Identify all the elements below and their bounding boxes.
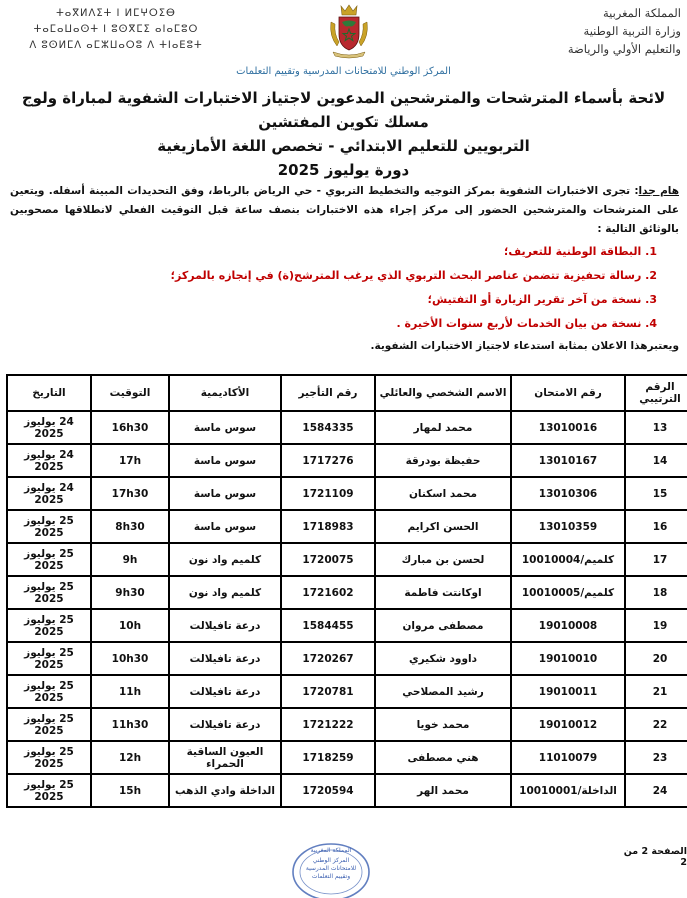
table-cell-time: 8h30 — [91, 510, 169, 543]
table-cell-name: هني مصطفى — [375, 741, 511, 774]
table-cell-exam: 19010010 — [511, 642, 625, 675]
table-cell-reg: 1721602 — [281, 576, 375, 609]
title-line: لائحة بأسماء المترشحات والمترشحين المدعوين لاجتياز الاختبارات الشفوية لمباراة ولوج مسلك تكوين المفتشين — [21, 89, 666, 131]
table-cell-date: 25 يوليوز 2025 — [7, 741, 91, 774]
table-cell-num: 15 — [625, 477, 687, 510]
ministry-line: ⴷ ⵓⵙⵍⵎⴷ ⴰⵎⵣⵡⴰⵔⵓ ⴷ ⵜⵏⴰⴹⵓⵜ — [29, 40, 203, 51]
column-header: التوقيت — [91, 375, 169, 411]
table-cell-reg: 1720267 — [281, 642, 375, 675]
table-cell-num: 16 — [625, 510, 687, 543]
column-header: رقم التأجير — [281, 375, 375, 411]
table-row — [7, 576, 687, 609]
table-row — [7, 411, 687, 444]
table-cell-num: 14 — [625, 444, 687, 477]
column-header: الاسم الشخصي والعائلي — [375, 375, 511, 411]
table-cell-date: 24 يوليوز 2025 — [7, 411, 91, 444]
table-cell-name: محمد خويا — [375, 708, 511, 741]
table-cell-reg: 1584455 — [281, 609, 375, 642]
table-cell-exam: 13010167 — [511, 444, 625, 477]
table-cell-exam: كلميم/10010004 — [511, 543, 625, 576]
ministry-line: المملكة المغربية — [602, 6, 681, 20]
table-cell-reg: 1584335 — [281, 411, 375, 444]
closing-statement: ويعتبرهذا الاعلان بمثابة استدعاء لاجتياز الاختبارات الشفوية. — [370, 340, 679, 352]
ministry-line: ⵜⴰⵎⴰⵡⴰⵙⵜ ⵏ ⵓⵙⴳⵎⵉ ⴰⵏⴰⵎⵓⵔ — [33, 24, 199, 35]
table-cell-name: محمد لمهار — [375, 411, 511, 444]
column-header: الأكاديمية — [169, 375, 281, 411]
table-cell-name: الحسن اكرايم — [375, 510, 511, 543]
table-cell-exam: 19010012 — [511, 708, 625, 741]
table-cell-name: داوود شكيري — [375, 642, 511, 675]
table-cell-num: 21 — [625, 675, 687, 708]
table-cell-time: 11h30 — [91, 708, 169, 741]
table-cell-acad: كلميم واد نون — [169, 543, 281, 576]
title-line: دورة يوليوز 2025 — [277, 161, 410, 179]
table-cell-acad: سوس ماسة — [169, 444, 281, 477]
table-cell-reg: 1720781 — [281, 675, 375, 708]
table-cell-num: 13 — [625, 411, 687, 444]
table-row — [7, 477, 687, 510]
table-cell-date: 25 يوليوز 2025 — [7, 609, 91, 642]
table-cell-num: 22 — [625, 708, 687, 741]
table-cell-reg: 1717276 — [281, 444, 375, 477]
stamp-text: المركز الوطني — [312, 857, 350, 864]
table-cell-name: مصطفى مروان — [375, 609, 511, 642]
table-cell-acad: درعة تافيلالت — [169, 642, 281, 675]
column-header: الرقم الترتيبي — [625, 375, 687, 411]
table-cell-name: رشيد المصلاحي — [375, 675, 511, 708]
table-cell-date: 25 يوليوز 2025 — [7, 543, 91, 576]
document-item: 4. نسخة من بيان الخدمات لأربع سنوات الأخيرة . — [396, 317, 657, 330]
table-cell-name: حفيظة بودرقة — [375, 444, 511, 477]
table-cell-date: 25 يوليوز 2025 — [7, 675, 91, 708]
column-header: رقم الامتحان — [511, 375, 625, 411]
ministry-line: ⵜⴰⴳⵍⴷⵉⵜ ⵏ ⵍⵎⵖⵔⵉⴱ — [56, 8, 176, 19]
ministry-line: والتعليم الأولي والرياضة — [567, 42, 681, 56]
table-cell-reg: 1721222 — [281, 708, 375, 741]
table-row — [7, 543, 687, 576]
table-cell-time: 9h30 — [91, 576, 169, 609]
table-cell-acad: سوس ماسة — [169, 477, 281, 510]
table-cell-acad: سوس ماسة — [169, 411, 281, 444]
table-cell-time: 16h30 — [91, 411, 169, 444]
table-cell-time: 10h — [91, 609, 169, 642]
table-row — [7, 444, 687, 477]
required-documents-list — [57, 240, 657, 336]
ministry-header-tifinagh — [6, 6, 226, 54]
table-cell-reg: 1718259 — [281, 741, 375, 774]
table-cell-name: اوكانتت فاطمة — [375, 576, 511, 609]
exam-center-name: المركز الوطني للامتحانات المدرسية وتقييم التعلمات — [236, 66, 451, 77]
coat-of-arms-icon — [325, 2, 373, 60]
table-cell-num: 20 — [625, 642, 687, 675]
table-cell-num: 23 — [625, 741, 687, 774]
page-number: الصفحة 2 من 2 — [623, 846, 687, 868]
table-cell-acad: كلميم واد نون — [169, 576, 281, 609]
document-item: 2. رسالة تحفيزية تتضمن عناصر البحث التربوي الذي يرغب المترشح(ة) في إنجازه بالمركز؛ — [170, 269, 657, 282]
table-row — [7, 675, 687, 708]
table-cell-exam: 11010079 — [511, 741, 625, 774]
notice-text: : تجرى الاختبارات الشفوية بمركز التوجيه والتخطيط التربوي - حي الرياض بالرباط، وفق التحديدات المبينة أسفله. ويتعين على المترشحات والمترشحين الحضور إلى مركز إجراء هذه الاختبارات بنصف ساعة قبل التوقيت الفعلي لانطلاقها مصحوبين بالوثائق التالية : — [10, 185, 679, 235]
table-cell-num: 18 — [625, 576, 687, 609]
table-cell-time: 11h — [91, 675, 169, 708]
table-cell-acad: درعة تافيلالت — [169, 609, 281, 642]
table-cell-time: 17h30 — [91, 477, 169, 510]
table-cell-time: 9h — [91, 543, 169, 576]
official-stamp-icon — [290, 838, 372, 898]
table-row — [7, 708, 687, 741]
stamp-text: المملكة المغربية — [310, 847, 352, 854]
table-cell-date: 25 يوليوز 2025 — [7, 642, 91, 675]
table-cell-acad: سوس ماسة — [169, 510, 281, 543]
table-cell-name: لحسن بن مبارك — [375, 543, 511, 576]
stamp-text: وتقييم التعلمات — [311, 873, 351, 880]
table-cell-exam: 13010306 — [511, 477, 625, 510]
table-cell-num: 17 — [625, 543, 687, 576]
table-cell-acad: العيون الساقية الحمراء — [169, 741, 281, 774]
table-cell-acad: درعة تافيلالت — [169, 708, 281, 741]
table-cell-time: 10h30 — [91, 642, 169, 675]
table-cell-time: 12h — [91, 741, 169, 774]
table-row — [7, 774, 687, 807]
table-cell-date: 25 يوليوز 2025 — [7, 510, 91, 543]
table-cell-date: 25 يوليوز 2025 — [7, 576, 91, 609]
table-cell-exam: الداخلة/10010001 — [511, 774, 625, 807]
table-cell-exam: 13010359 — [511, 510, 625, 543]
table-cell-acad: درعة تافيلالت — [169, 675, 281, 708]
notice-label: هام جدا — [638, 185, 679, 197]
table-row — [7, 741, 687, 774]
page-title — [10, 86, 677, 182]
table-cell-date: 25 يوليوز 2025 — [7, 708, 91, 741]
table-cell-reg: 1718983 — [281, 510, 375, 543]
table-row — [7, 642, 687, 675]
table-cell-reg: 1720075 — [281, 543, 375, 576]
ministry-header-arabic — [471, 4, 681, 58]
stamp-text: للامتحانات المدرسية — [305, 865, 357, 872]
table-cell-name: محمد الهر — [375, 774, 511, 807]
table-cell-exam: 19010011 — [511, 675, 625, 708]
table-cell-date: 24 يوليوز 2025 — [7, 444, 91, 477]
candidates-table — [6, 374, 687, 808]
table-cell-reg: 1721109 — [281, 477, 375, 510]
table-cell-name: محمد اسكنان — [375, 477, 511, 510]
table-row — [7, 510, 687, 543]
table-cell-time: 17h — [91, 444, 169, 477]
table-cell-num: 19 — [625, 609, 687, 642]
table-cell-exam: كلميم/10010005 — [511, 576, 625, 609]
table-cell-time: 15h — [91, 774, 169, 807]
table-cell-date: 25 يوليوز 2025 — [7, 774, 91, 807]
table-cell-exam: 19010008 — [511, 609, 625, 642]
table-cell-date: 24 يوليوز 2025 — [7, 477, 91, 510]
table-header-row — [7, 375, 687, 411]
table-row — [7, 609, 687, 642]
ministry-line: وزارة التربية الوطنية — [583, 24, 681, 38]
column-header: التاريخ — [7, 375, 91, 411]
title-line: التربويين للتعليم الابتدائي - تخصص اللغة الأمازيغية — [157, 137, 530, 155]
document-item: 1. البطاقة الوطنية للتعريف؛ — [503, 245, 657, 258]
document-item: 3. نسخة من آخر تقرير الزيارة أو التفتيش؛ — [427, 293, 657, 306]
table-cell-acad: الداخلة وادي الذهب — [169, 774, 281, 807]
table-cell-num: 24 — [625, 774, 687, 807]
table-cell-reg: 1720594 — [281, 774, 375, 807]
table-cell-exam: 13010016 — [511, 411, 625, 444]
important-notice — [10, 182, 679, 239]
